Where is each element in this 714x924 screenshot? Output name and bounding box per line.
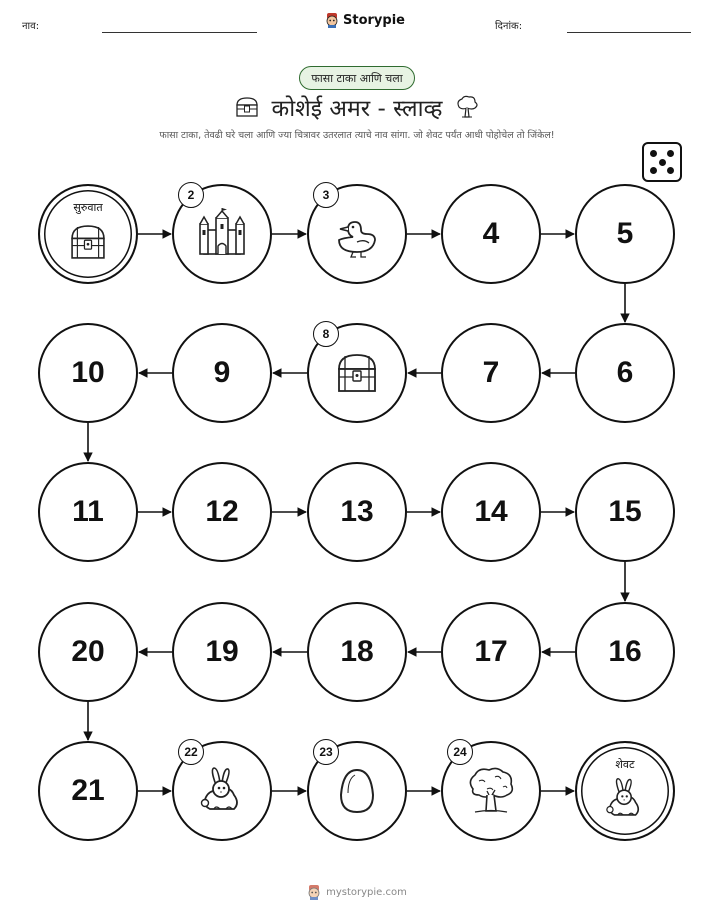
name-label: नाव: [22,21,40,32]
board-space-12 [172,462,272,562]
space-number-badge: 24 [447,739,473,765]
date-label: दिनांक: [495,21,523,32]
board-space-3 [307,184,407,284]
game-type-tag: फासा टाका आणि चला [299,66,415,90]
storypie-mascot-icon [307,884,321,900]
board-space-20 [38,602,138,702]
board-space-13 [307,462,407,562]
space-number: 20 [71,635,105,668]
space-number: 15 [608,495,642,528]
treasure-chest-icon [331,347,383,399]
brand-name: Storypie [343,12,405,28]
board-space-8 [307,323,407,423]
start-label: सुरुवात [73,201,103,214]
board-space-16 [575,602,675,702]
space-number: 16 [608,635,642,668]
space-number-badge: 8 [313,321,339,347]
board-space-22 [172,741,272,841]
space-number: 21 [71,774,105,807]
space-number: 6 [616,356,634,389]
space-number: 13 [340,495,374,528]
start-space [38,184,138,284]
board-space-23 [307,741,407,841]
finish-label: शेवट [615,758,635,771]
space-number: 5 [616,217,634,250]
board-space-9 [172,323,272,423]
board-space-11 [38,462,138,562]
space-number: 9 [213,356,231,389]
board-space-19 [172,602,272,702]
space-number: 17 [474,635,508,668]
space-number: 12 [205,495,239,528]
board-space-21 [38,741,138,841]
space-number-badge: 3 [313,182,339,208]
space-number-badge: 22 [178,739,204,765]
board-space-18 [307,602,407,702]
board-space-6 [575,323,675,423]
board-space-4 [441,184,541,284]
board-space-24 [441,741,541,841]
space-number-badge: 2 [178,182,204,208]
space-number-badge: 23 [313,739,339,765]
rabbit-icon [196,765,248,817]
space-number: 14 [474,495,508,528]
board-space-17 [441,602,541,702]
space-number: 7 [482,356,500,389]
board-space-14 [441,462,541,562]
page-title: कोशेई अमर - स्लाव्ह [271,96,443,122]
instructions: फासा टाका, तेवढी घरे चला आणि ज्या चित्रावर उतरलात त्याचे नाव सांगा. जो शेवट पर्यंत आधी पोहोचेल तो जिंकेल! [159,130,555,141]
footer-url[interactable]: mystorypie.com [326,886,407,898]
rabbit-icon [602,776,648,822]
space-number: 18 [340,635,374,668]
duck-icon [331,208,383,260]
space-number: 11 [72,495,104,528]
board-space-15 [575,462,675,562]
board-space-2 [172,184,272,284]
egg-icon [331,765,383,817]
tree-icon [465,765,517,817]
space-number: 19 [205,635,239,668]
space-number: 10 [71,356,105,389]
board-space-10 [38,323,138,423]
treasure-chest-icon [65,219,111,265]
space-number: 4 [482,217,500,250]
castle-icon [196,208,248,260]
footer [0,884,714,900]
board-space-5 [575,184,675,284]
board-space-7 [441,323,541,423]
finish-space [575,741,675,841]
